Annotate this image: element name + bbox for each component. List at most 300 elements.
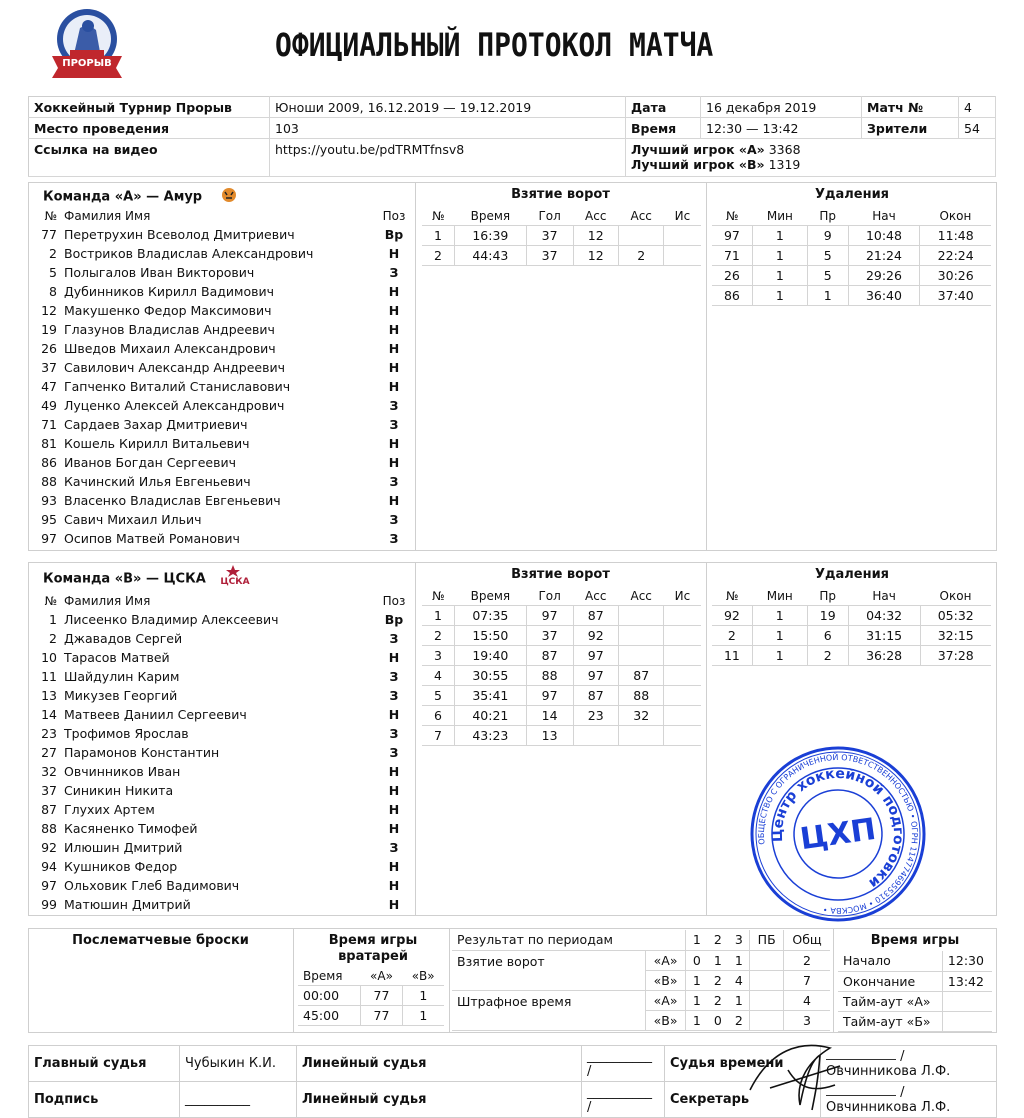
game-time-label: Окончание [838, 971, 942, 991]
date-value: 16 декабря 2019 [701, 97, 862, 118]
player-number: 5 [49, 265, 57, 280]
goal-row-cell: 2 [618, 246, 663, 266]
team_b-player-row [34, 648, 412, 667]
penalties-header: № [712, 586, 752, 606]
venue-value: 103 [270, 118, 626, 139]
player-number: 95 [41, 512, 57, 527]
goal-row-cell: 97 [573, 666, 618, 686]
player-name: Матвеев Даниил Сергеевич [64, 707, 247, 722]
spectators-value: 54 [959, 118, 996, 139]
player-position: З [389, 726, 399, 741]
player-name: Луценко Алексей Александрович [64, 398, 285, 413]
goal-row-cell: 37 [526, 226, 573, 246]
goal-row-cell [618, 646, 663, 666]
player-name: Савич Михаил Ильич [64, 512, 202, 527]
player-position: Н [388, 764, 400, 779]
team_b-player-row [34, 629, 412, 648]
penalties-header: Мин [752, 206, 807, 226]
goal-row-cell: 3 [422, 646, 455, 666]
player-number: 99 [41, 897, 57, 912]
goalie-time-row-cell: 00:00 [298, 986, 361, 1006]
team_a-player-row [34, 358, 412, 377]
player-position: З [389, 512, 399, 527]
period-cell: 1 [686, 1010, 707, 1030]
team_a-player-row [34, 396, 412, 415]
team-a-penalties-table [712, 206, 991, 306]
periods-label: Результат по периодам [452, 930, 645, 950]
cska-logo-text: ЦСКА [220, 577, 250, 587]
penalty-row-cell: 86 [712, 286, 752, 306]
goal-row-cell: 88 [618, 686, 663, 706]
team_a-player-row [34, 320, 412, 339]
player-name: Матюшин Дмитрий [64, 897, 191, 912]
goal-row-cell: 97 [526, 606, 573, 626]
player-position: З [389, 688, 399, 703]
goal-row-cell: 87 [526, 646, 573, 666]
linesman-1-value: __________ / [582, 1046, 665, 1082]
game-time-value [942, 1011, 992, 1031]
goals-header: Гол [526, 586, 573, 606]
period-header-2: 2 [707, 930, 728, 950]
penalty-row-cell: 2 [807, 646, 848, 666]
goal-row [422, 246, 701, 266]
goal-row-cell: 23 [573, 706, 618, 726]
period-cell: 0 [686, 950, 707, 970]
player-position: Н [388, 783, 400, 798]
player-position: Н [388, 436, 400, 451]
period-cell: 2 [707, 970, 728, 990]
tournament-logo [44, 6, 130, 80]
team_b-player-row [34, 667, 412, 686]
secretary-label: Секретарь [665, 1082, 821, 1118]
penalty-row-cell: 1 [752, 646, 807, 666]
penalty-row [712, 286, 991, 306]
player-number: 10 [41, 650, 57, 665]
player-number: 37 [41, 360, 57, 375]
goal-row [422, 686, 701, 706]
player-number: 88 [41, 821, 57, 836]
player-number: 23 [41, 726, 57, 741]
main-referee-value: Чубыкин К.И. [180, 1046, 297, 1082]
goal-row-cell: 32 [618, 706, 663, 726]
penalties-header: Пр [807, 206, 848, 226]
game-time-label: Начало [838, 951, 942, 971]
player-number: 13 [41, 688, 57, 703]
player-number: 8 [49, 284, 57, 299]
team_a-player-row [34, 282, 412, 301]
goal-row-cell: 43:23 [455, 726, 527, 746]
goals-header: Асс [618, 206, 663, 226]
player-number: 47 [41, 379, 57, 394]
goal-row-cell [664, 726, 701, 746]
goal-row-cell: 35:41 [455, 686, 527, 706]
goalie-time-table [298, 966, 444, 1026]
player-number: 86 [41, 455, 57, 470]
handwritten-signature [740, 1030, 850, 1115]
game-time-row [838, 991, 992, 1011]
secretary-value: / Овчинникова Л.Ф. [826, 1084, 951, 1115]
player-name: Глазунов Владислав Андреевич [64, 322, 275, 337]
goal-row-cell: 40:21 [455, 706, 527, 726]
player-position: З [389, 631, 399, 646]
period-cell [750, 950, 784, 970]
player-name: Тарасов Матвей [64, 650, 170, 665]
cska-logo [220, 569, 250, 589]
team_b-player-row [34, 800, 412, 819]
player-number: 26 [41, 341, 57, 356]
team_b-player-row [34, 762, 412, 781]
goal-row [422, 666, 701, 686]
goal-row-cell: 07:35 [455, 606, 527, 626]
goals-row-label: Взятие ворот [452, 950, 645, 990]
player-name: Овчинников Иван [64, 764, 181, 779]
team_b-player-row [34, 838, 412, 857]
stamp-center-text: ЦХП [797, 811, 879, 858]
player-name: Качинский Илья Евгеньевич [64, 474, 251, 489]
player-position: Н [388, 859, 400, 874]
linesman-2-value: __________ / [582, 1082, 665, 1118]
timekeeper-label: Судья времени [665, 1046, 821, 1082]
penalties-header: № [712, 206, 752, 226]
goal-row-cell: 19:40 [455, 646, 527, 666]
goals-header: Асс [573, 206, 618, 226]
goalie-time-row [298, 1006, 444, 1026]
penalty-row-cell: 32:15 [920, 626, 991, 646]
linesman-1-label: Линейный судья [297, 1046, 582, 1082]
team-a-goals-table [422, 206, 701, 266]
game-time-value [942, 991, 992, 1011]
player-position: Вр [384, 612, 404, 627]
goal-row-cell: 37 [526, 246, 573, 266]
goalie-header-time: Время [298, 966, 361, 986]
team_a-player-row [34, 263, 412, 282]
player-position: З [389, 398, 399, 413]
penalty-row-cell: 2 [712, 626, 752, 646]
player-name: Макушенко Федор Максимович [64, 303, 272, 318]
period-team-label: «А» [645, 990, 686, 1010]
video-label: Ссылка на видео [29, 139, 270, 177]
player-position: Н [388, 246, 400, 261]
player-number: 11 [41, 669, 57, 684]
goal-row-cell: 12 [573, 226, 618, 246]
team_a-player-row [34, 491, 412, 510]
tournament-value: Юноши 2009, 16.12.2019 — 19.12.2019 [270, 97, 626, 118]
linesman-2-label: Линейный судья [297, 1082, 582, 1118]
penalty-row-cell: 9 [807, 226, 848, 246]
goal-row-cell [664, 246, 701, 266]
penalty-row-cell: 37:40 [920, 286, 991, 306]
penalty-row-cell: 05:32 [920, 606, 991, 626]
goal-row [422, 726, 701, 746]
goal-row [422, 626, 701, 646]
player-number: 49 [41, 398, 57, 413]
penalty-row-cell: 5 [807, 266, 848, 286]
period-header-3: 3 [728, 930, 749, 950]
player-name: Сардаев Захар Дмитриевич [64, 417, 248, 432]
player-number: 19 [41, 322, 57, 337]
player-name: Илюшин Дмитрий [64, 840, 183, 855]
player-name: Шайдулин Карим [64, 669, 180, 684]
video-link[interactable]: https://youtu.be/pdTRMTfnsv8 [270, 139, 626, 177]
penalty-row-cell: 1 [807, 286, 848, 306]
player-number: 94 [41, 859, 57, 874]
penalty-row-cell: 21:24 [848, 246, 920, 266]
period-cell [750, 990, 784, 1010]
goal-row-cell [664, 706, 701, 726]
player-position: Н [388, 802, 400, 817]
tournament-label: Хоккейный Турнир Прорыв [29, 97, 270, 118]
period-cell: 1 [686, 970, 707, 990]
goal-row-cell [664, 606, 701, 626]
penalty-row-cell: 71 [712, 246, 752, 266]
team_a-player-row [34, 339, 412, 358]
goal-row-cell [664, 226, 701, 246]
match-number-label: Матч № [862, 97, 959, 118]
player-position: Н [388, 455, 400, 470]
goal-row-cell: 6 [422, 706, 455, 726]
player-name: Кошель Кирилл Витальевич [64, 436, 250, 451]
goal-row-cell: 88 [526, 666, 573, 686]
team-b-goals-title: Взятие ворот [511, 567, 610, 582]
team_a-player-row [34, 453, 412, 472]
penalty-row-cell: 22:24 [920, 246, 991, 266]
goals-header: № [422, 586, 455, 606]
player-name: Савилович Александр Андреевич [64, 360, 285, 375]
player-name: Трофимов Ярослав [64, 726, 189, 741]
goalie-header-a: «А» [361, 966, 403, 986]
penalty-row [712, 226, 991, 246]
team-a-title: Команда «А» — Амур [43, 189, 203, 205]
player-name: Иванов Богдан Сергеевич [64, 455, 236, 470]
player-number: 81 [41, 436, 57, 451]
player-position: З [389, 531, 399, 546]
period-row [452, 950, 830, 970]
period-cell: 2 [728, 1010, 749, 1030]
penalty-row-cell: 1 [752, 226, 807, 246]
player-number: 92 [41, 840, 57, 855]
timekeeper-value: / Овчинникова Л.Ф. [826, 1048, 951, 1079]
team_b-player-row [34, 819, 412, 838]
roster-header-pos: Поз [382, 593, 406, 608]
goalie-time-row-cell: 45:00 [298, 1006, 361, 1026]
goals-header: Гол [526, 206, 573, 226]
player-position: З [389, 265, 399, 280]
penalties-header: Нач [848, 206, 920, 226]
penalty-row-cell: 37:28 [920, 646, 991, 666]
team-b-title: Команда «В» — ЦСКА [43, 571, 206, 587]
goal-row-cell: 12 [573, 246, 618, 266]
goal-row [422, 646, 701, 666]
penalty-row-cell: 11:48 [920, 226, 991, 246]
player-position: Н [388, 493, 400, 508]
period-cell: 1 [728, 990, 749, 1010]
goal-row-cell: 30:55 [455, 666, 527, 686]
roster-header-name: Фамилия Имя [64, 593, 151, 608]
player-position: Н [388, 897, 400, 912]
penalty-row-label: Штрафное время [452, 990, 645, 1030]
period-team-label: «В» [645, 970, 686, 990]
goal-row-cell [618, 626, 663, 646]
goal-row-cell: 87 [573, 606, 618, 626]
game-time-label: Тайм-аут «А» [838, 991, 942, 1011]
period-cell: 0 [707, 1010, 728, 1030]
player-position: Н [388, 650, 400, 665]
player-number: 12 [41, 303, 57, 318]
goals-header: Ис [664, 586, 701, 606]
team_b-player-row [34, 610, 412, 629]
main-referee-label: Главный судья [29, 1046, 180, 1082]
goal-row-cell [618, 726, 663, 746]
player-name: Полыгалов Иван Викторович [64, 265, 255, 280]
goals-header: Время [455, 586, 527, 606]
signature-blank: __________ [180, 1082, 297, 1118]
penalty-row-cell: 36:28 [848, 646, 920, 666]
goalie-time-row-cell: 77 [361, 986, 403, 1006]
goal-row [422, 226, 701, 246]
goal-row [422, 606, 701, 626]
period-cell: 1 [707, 950, 728, 970]
shootouts-title: Послематчевые броски [72, 933, 249, 948]
player-name: Синикин Никита [64, 783, 174, 798]
game-time-row [838, 971, 992, 991]
team-a-roster [34, 206, 412, 548]
player-name: Касяненко Тимофей [64, 821, 198, 836]
goal-row-cell: 15:50 [455, 626, 527, 646]
time-label: Время [626, 118, 701, 139]
period-cell: 3 [784, 1010, 830, 1030]
player-number: 2 [49, 631, 57, 646]
penalty-row-cell: 1 [752, 286, 807, 306]
player-number: 27 [41, 745, 57, 760]
period-cell: 2 [707, 990, 728, 1010]
team_b-player-row [34, 705, 412, 724]
penalty-row [712, 606, 991, 626]
venue-label: Место проведения [29, 118, 270, 139]
penalty-row [712, 246, 991, 266]
player-name: Осипов Матвей Романович [64, 531, 240, 546]
goalie-time-row-cell: 1 [402, 1006, 444, 1026]
goal-row-cell: 4 [422, 666, 455, 686]
game-time-value: 12:30 [942, 951, 992, 971]
player-number: 1 [49, 612, 57, 627]
goal-row-cell: 97 [526, 686, 573, 706]
player-position: Н [388, 341, 400, 356]
team_a-player-row [34, 377, 412, 396]
goalie-time-row-cell: 1 [402, 986, 444, 1006]
player-position: Н [388, 303, 400, 318]
player-position: Н [388, 322, 400, 337]
goalie-time-row-cell: 77 [361, 1006, 403, 1026]
player-name: Парамонов Константин [64, 745, 220, 760]
goalie-time-row [298, 986, 444, 1006]
penalties-header: Нач [848, 586, 920, 606]
team_a-player-row [34, 472, 412, 491]
period-team-label: «А» [645, 950, 686, 970]
player-position: Н [388, 379, 400, 394]
goal-row-cell: 2 [422, 246, 455, 266]
page-title: ОФИЦИАЛЬНЫЙ ПРОТОКОЛ МАТЧА [275, 26, 714, 64]
period-cell [750, 1010, 784, 1030]
match-number-value: 4 [959, 97, 996, 118]
goalie-time-title: Время игры вратарей [328, 933, 418, 964]
player-position: З [389, 417, 399, 432]
penalty-row [712, 646, 991, 666]
period-cell: 1 [686, 990, 707, 1010]
best-player-a-label: Лучший игрок «А» [631, 142, 765, 157]
goal-row-cell [664, 686, 701, 706]
penalty-row-cell: 1 [752, 606, 807, 626]
period-cell: 1 [728, 950, 749, 970]
team_b-player-row [34, 895, 412, 914]
team_a-player-row [34, 434, 412, 453]
team_b-player-row [34, 743, 412, 762]
penalty-row-cell: 31:15 [848, 626, 920, 646]
best-player-b-label: Лучший игрок «В» [631, 157, 765, 172]
team_b-player-row [34, 724, 412, 743]
goal-row-cell: 97 [573, 646, 618, 666]
roster-header-num: № [44, 208, 57, 223]
goal-row-cell: 1 [422, 226, 455, 246]
goal-row-cell: 13 [526, 726, 573, 746]
period-header-1: 1 [686, 930, 707, 950]
player-name: Власенко Владислав Евгеньевич [64, 493, 281, 508]
team-a-penalties-title: Удаления [814, 187, 890, 202]
goal-row-cell [664, 646, 701, 666]
roster-header-name: Фамилия Имя [64, 208, 151, 223]
team_a-player-row [34, 244, 412, 263]
player-name: Лисеенко Владимир Алексеевич [64, 612, 279, 627]
spectators-label: Зрители [862, 118, 959, 139]
game-time-table [838, 951, 992, 1032]
player-number: 2 [49, 246, 57, 261]
goals-header: Асс [618, 586, 663, 606]
penalty-row-cell: 1 [752, 266, 807, 286]
penalty-row-cell: 97 [712, 226, 752, 246]
player-name: Гапченко Виталий Станиславович [64, 379, 291, 394]
goals-header: № [422, 206, 455, 226]
team-b-goals-table [422, 586, 701, 746]
goal-row-cell: 87 [618, 666, 663, 686]
player-position: З [389, 840, 399, 855]
penalty-row-cell: 36:40 [848, 286, 920, 306]
goal-row-cell: 92 [573, 626, 618, 646]
periods-table [452, 930, 830, 1031]
penalty-row-cell: 19 [807, 606, 848, 626]
player-name: Кушников Федор [64, 859, 178, 874]
player-position: З [389, 745, 399, 760]
team-b-roster [34, 591, 412, 914]
penalty-row-cell: 5 [807, 246, 848, 266]
team_a-player-row [34, 510, 412, 529]
team-b-penalties-table [712, 586, 991, 666]
team_a-player-row [34, 415, 412, 434]
team_a-player-row [34, 225, 412, 244]
team-b-penalties-title: Удаления [814, 567, 890, 582]
penalty-row-cell: 1 [752, 246, 807, 266]
player-position: Н [388, 284, 400, 299]
team_b-player-row [34, 781, 412, 800]
player-position: Н [388, 360, 400, 375]
penalty-row-cell: 11 [712, 646, 752, 666]
goal-row-cell: 16:39 [455, 226, 527, 246]
period-cell: 4 [728, 970, 749, 990]
game-time-title: Время игры [870, 933, 960, 948]
date-label: Дата [626, 97, 701, 118]
goal-row-cell: 14 [526, 706, 573, 726]
player-number: 14 [41, 707, 57, 722]
period-cell [750, 970, 784, 990]
logo-banner-text: ПРОРЫВ [62, 58, 112, 69]
